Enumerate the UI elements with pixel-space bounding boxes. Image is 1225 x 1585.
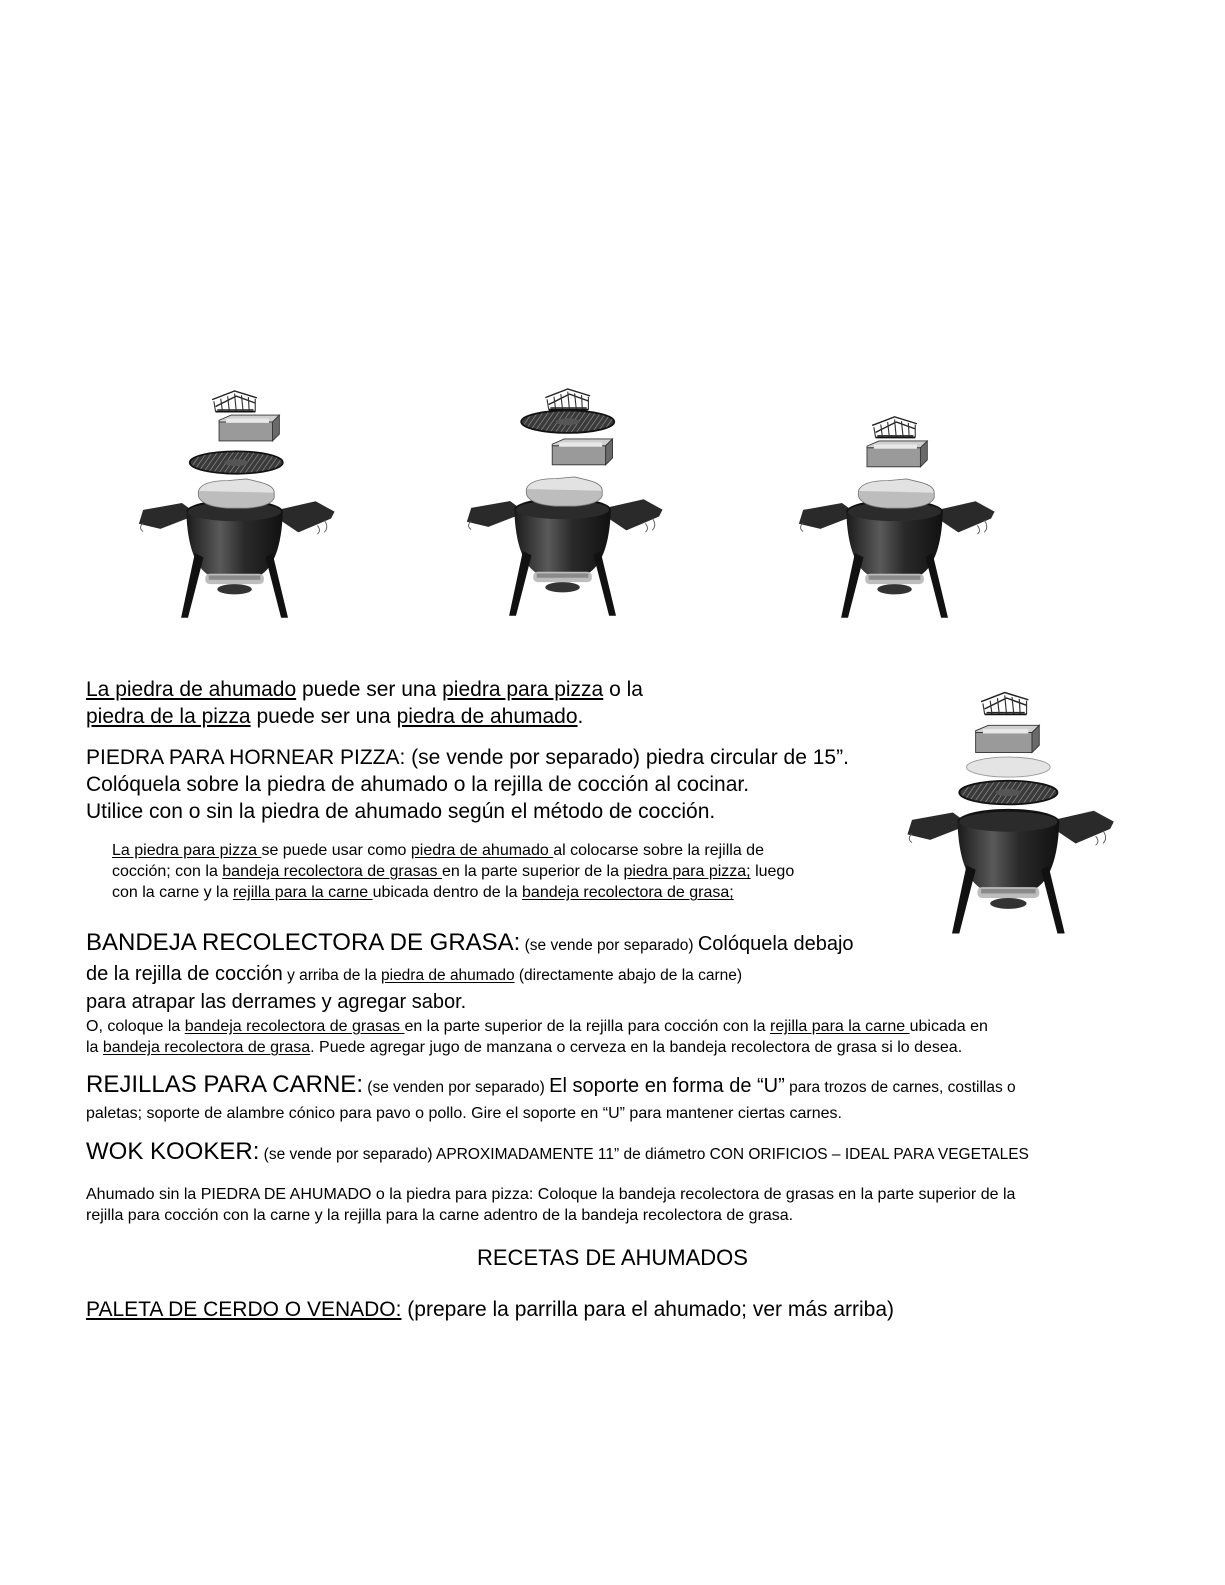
grill-assembly-illustration-4 bbox=[897, 688, 1127, 938]
pizza-stone-line-1: PIEDRA PARA HORNEAR PIZZA: (se vende por separado) piedra circular de 15”. bbox=[86, 746, 849, 769]
grill-assembly-illustration-3 bbox=[778, 372, 1018, 622]
meat-racks-section: REJILLAS PARA CARNE: (se venden por separado) El soporte en forma de “U” para trozos de carnes, costillas o paletas; soporte de alambre cónico para pavo o pollo. Gire el soporte en “U” para mantener ciertas carnes. bbox=[86, 1071, 1016, 1122]
pizza-stone-usage-note: La piedra para pizza se puede usar como piedra de ahumado al colocarse sobre la rejilla de cocción; con la bandeja recolectora de grasas en la parte superior de la piedra para pizza; luego con la carne y la rejilla para la carne ubicada dentro de la bandeja recolectora de grasa; bbox=[112, 842, 795, 901]
pizza-stone-section bbox=[86, 744, 849, 825]
drip-tray-title: BANDEJA RECOLECTORA DE GRASA: bbox=[86, 929, 521, 956]
pizza-stone-line-3: Utilice con o sin la piedra de ahumado según el método de cocción. bbox=[86, 800, 716, 823]
meat-racks-title: REJILLAS PARA CARNE: bbox=[86, 1071, 363, 1098]
wok-title: WOK KOOKER: bbox=[86, 1138, 260, 1165]
drip-tray-section: BANDEJA RECOLECTORA DE GRASA: (se vende por separado) Colóquela debajo de la rejilla de cocción y arriba de la piedra de ahumado (directamente abajo de la carne) para atrapar las derrames y agregar sabor. O, coloque la bandeja recolectora de grasas en la parte superior de la rejilla para cocción con la rejilla para la carne ubicada en la bandeja recolectora de grasa. Puede agregar jugo de manzana o cerveza en la bandeja recolectora de grasa si lo desea. bbox=[86, 929, 988, 1056]
pizza-stone-line-2: Colóquela sobre la piedra de ahumado o la rejilla de cocción al cocinar. bbox=[86, 773, 750, 796]
grill-assembly-illustration-1 bbox=[118, 372, 358, 622]
recipes-heading: RECETAS DE AHUMADOS bbox=[477, 1245, 748, 1270]
grill-assembly-illustration-2 bbox=[446, 370, 686, 620]
recipe-title: PALETA DE CERDO O VENADO: (prepare la parrilla para el ahumado; ver más arriba) bbox=[86, 1298, 895, 1321]
wok-section: WOK KOOKER: (se vende por separado) APROXIMADAMENTE 11” de diámetro CON ORIFICIOS – IDEAL PARA VEGETALES bbox=[86, 1138, 1029, 1165]
no-stone-note: Ahumado sin la PIEDRA DE AHUMADO o la piedra para pizza: Coloque la bandeja recolectora de grasas en la parte superior de la rejilla para cocción con la carne y la rejilla para la carne adentro de la bandeja recolectora de grasa. bbox=[86, 1186, 1016, 1224]
smoker-stone-note: La piedra de ahumado puede ser una piedra para pizza o la piedra de la pizza puede ser una piedra de ahumado. bbox=[86, 678, 643, 728]
